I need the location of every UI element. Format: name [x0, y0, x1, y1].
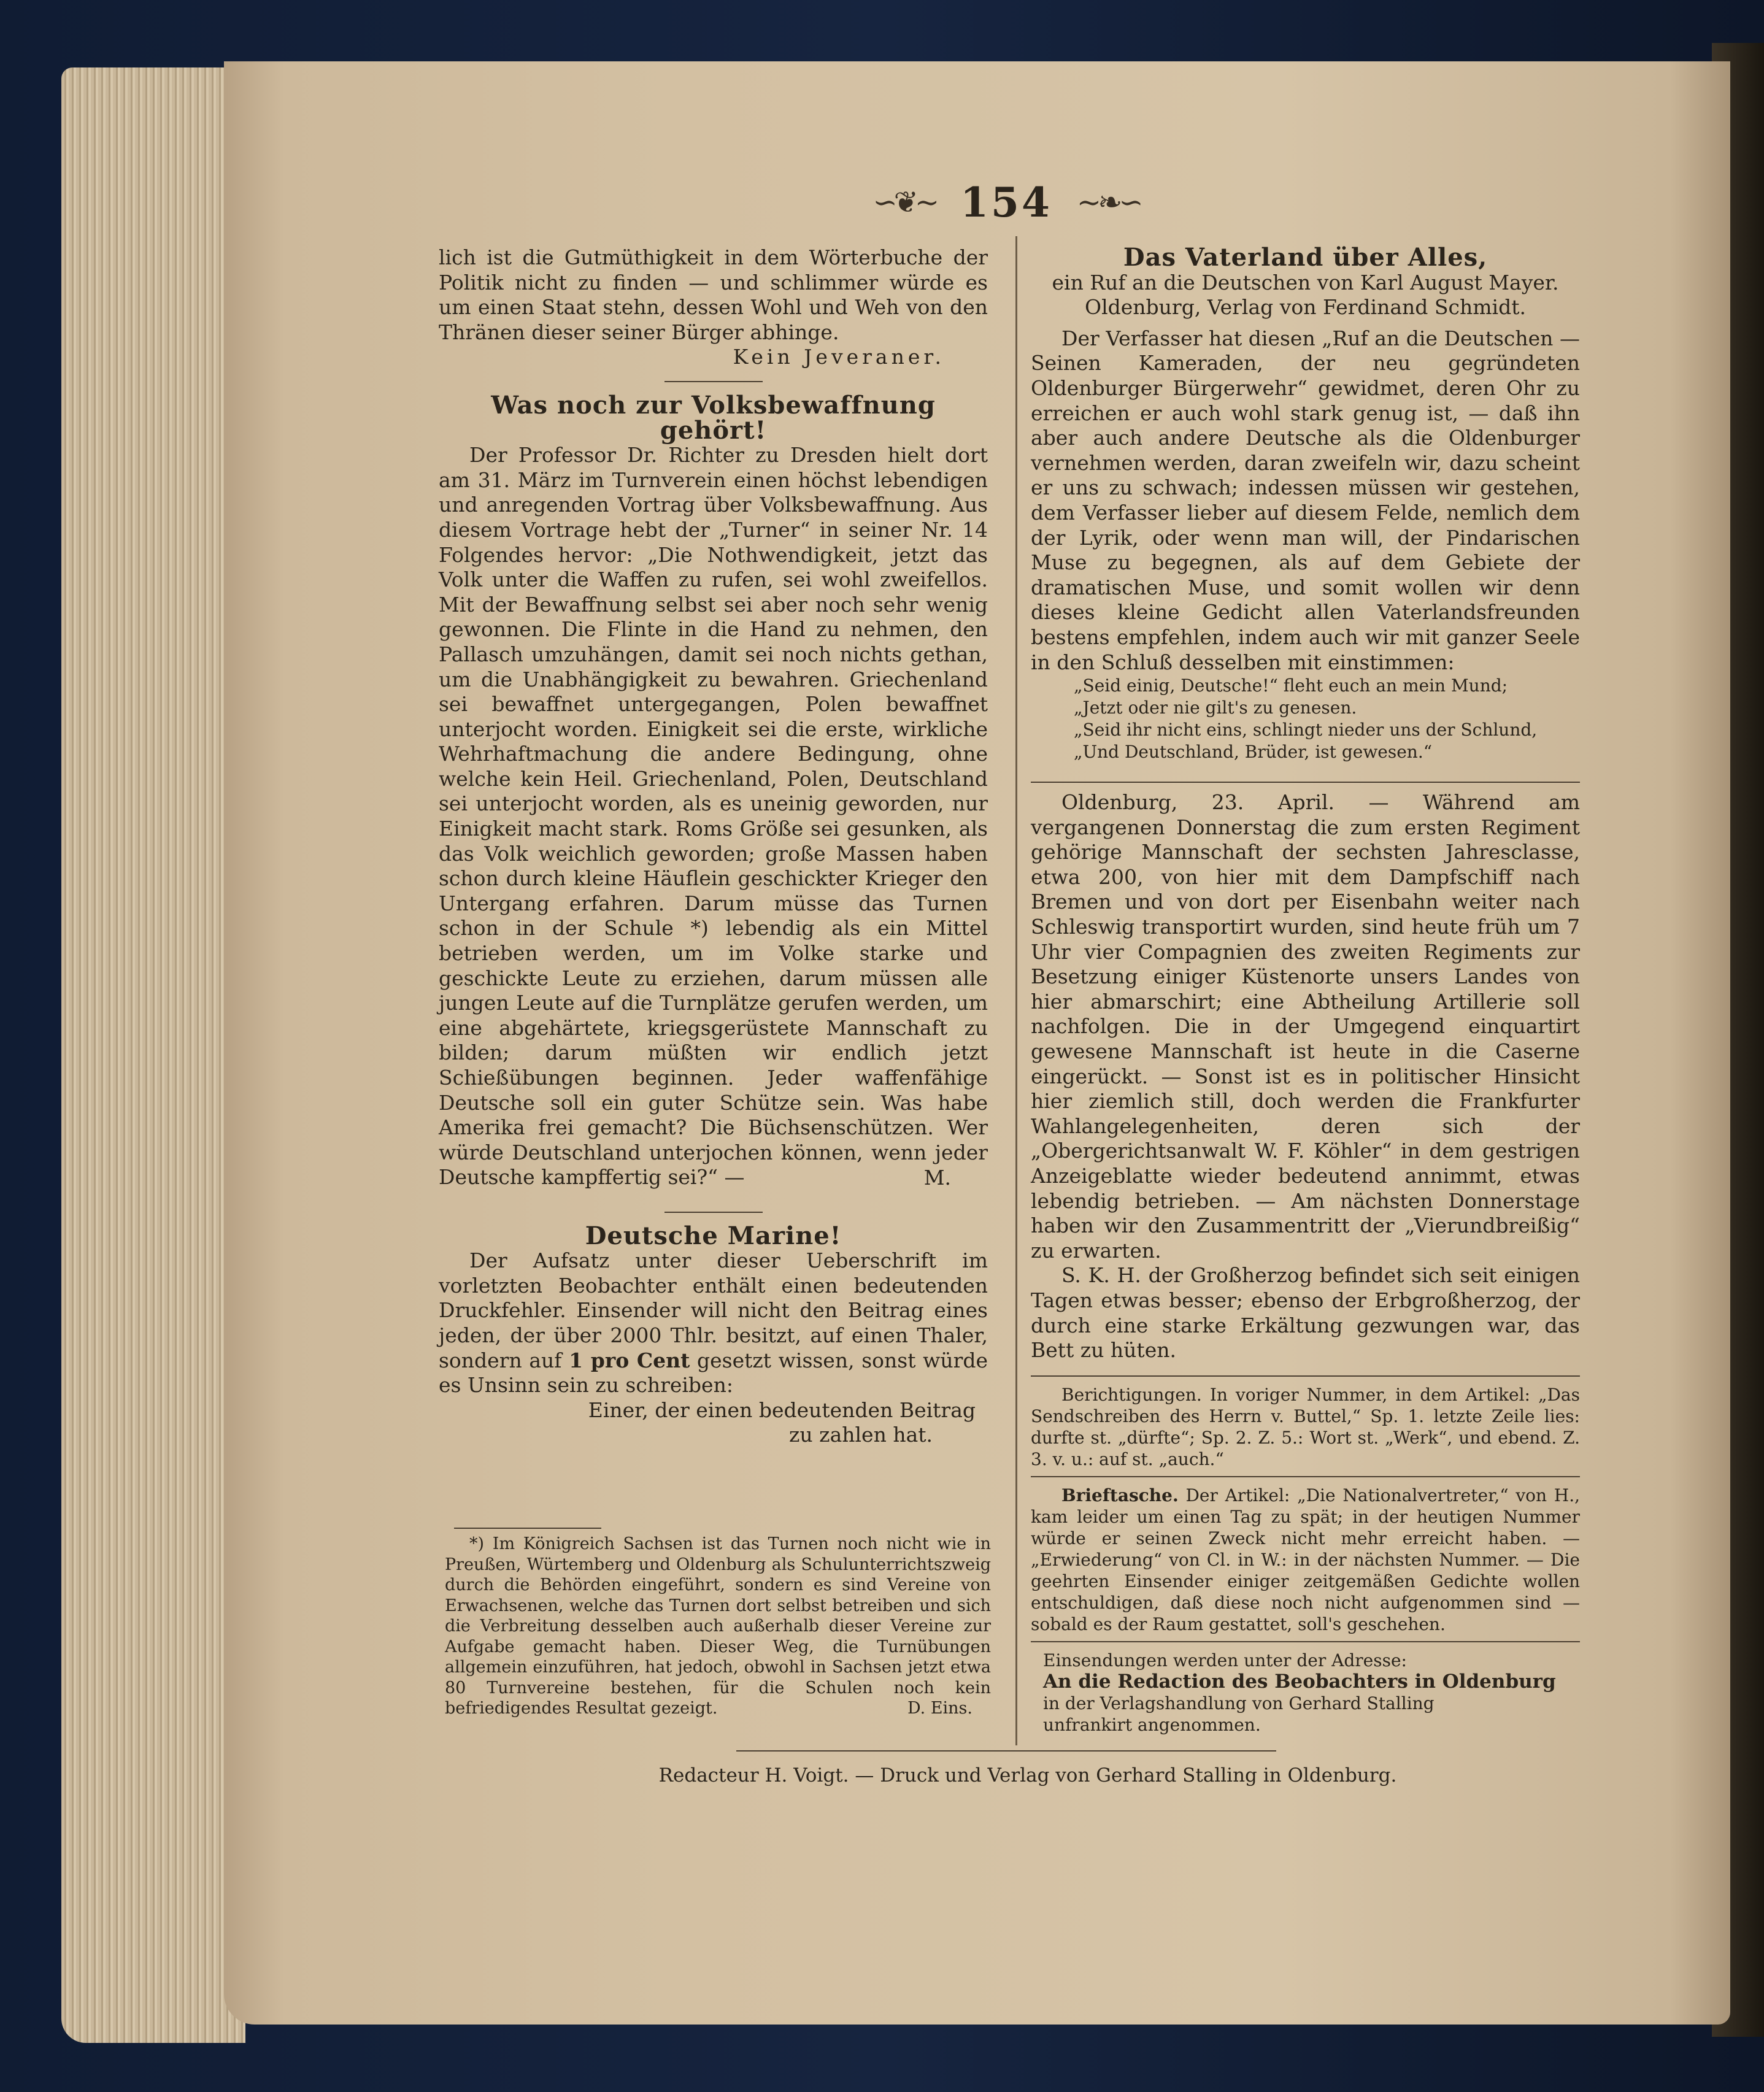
verse-line: „Jetzt oder nie gilt's zu genesen. — [1074, 698, 1357, 718]
page-edges — [61, 67, 245, 2043]
article-body-text: Der Aufsatz unter dieser Ueberschrift im vorletzten Beobachter enthält einen bedeutenden Druckfehler. Einsender will nicht den Beitrag eines jeden, der über 2000 Thlr. besitzt, auf einen Thaler, sondern auf — [439, 1248, 988, 1372]
address-line: An die Redaction des Beobachters in Oldenburg — [1043, 1670, 1556, 1693]
corrections: Berichtigungen. In voriger Nummer, in dem Artikel: „Das Sendschreiben des Herrn v. Buttel,“ Sp. 1. letzte Zeile lies: durfte st. „dürfte“; Sp. 2. Z. 5.: Wort st. „Werk“, und ebend. Z. 3. v. u.: auf st. „auch.“ — [1031, 1384, 1580, 1469]
signature: Einer, der einen bedeutenden Beitrag — [588, 1398, 976, 1422]
article-body: Der Professor Dr. Richter zu Dresden hielt dort am 31. März im Turnverein einen höchst lebendigen und anregenden Vortrag über Volksbewaffnung. Aus diesem Vortrage hebt der „Turner“ in seiner Nr. 14 Folgendes hervor: „Die Nothwendigkeit, jetzt das Volk unter die Waffen zu rufen, sei wohl zweifellos. Mit der Bewaffnung selbst sei aber noch sehr wenig gewonnen. Die Flinte in die Hand zu nehmen, den Pallasch umzuhängen, damit sei noch nichts gethan, um die Unabhängigkeit zu bewahren. Griechenland sei bewaffnet untergegangen, Polen bewaffnet unterjocht worden. Einigkeit sei die erste, wirkliche Wehrhaftmachung die andere Bedingung, ohne welche kein Heil. Griechenland, Polen, Deutschland sei unterjocht worden, als es uneinig geworden, nur Einigkeit macht stark. Roms Größe sei gesunken, als das Volk weichlich geworden; große Massen haben schon durch kleine Häuflein geschickter Krieger den Untergang erfahren. Darum müsse das Turnen schon in der Schule *) lebendig als ein Mittel betrieben werden, um im Volke starke und geschickte Leute zu erziehen, darum müssen alle jungen Leute auf die Turnplätze gerufen werden, um eine abgehärtete, kriegsgerüstete Mannschaft zu bilden; darum müßten wir endlich jetzt Schießübungen beginnen. Jeder waffenfähige Deutsche soll ein guter Schütze sein. Was habe Amerika frei gemacht? Die Büchsenschützen. Wer würde Deutschland unterjochen können, wenn jeder Deutsche kampffertig sei?“ — — [439, 443, 988, 1190]
section-rule — [1031, 1476, 1580, 1477]
address-line: unfrankirt angenommen. — [1043, 1714, 1261, 1735]
section-rule — [664, 381, 763, 382]
signature: zu zahlen hat. — [789, 1423, 933, 1447]
ornament-right-icon: ∼❧∽ — [1076, 185, 1140, 220]
verse-block — [1031, 675, 1580, 763]
column-divider — [1015, 236, 1017, 1745]
footnote-rule — [454, 1528, 601, 1529]
signature: Kein Jeveraner. — [733, 345, 945, 369]
article-title: Was noch zur Volksbewaffnung gehört! — [491, 390, 936, 445]
right-column — [1031, 245, 1580, 1736]
footnote-text: *) Im Königreich Sachsen ist das Turnen noch nicht wie in Preußen, Würtemberg und Oldenburg als Schulunterrichtszweig durch die Behörden eingeführt, sondern es sind Vereine von Erwachsenen, welche das Turnen dort selbst betreiben und sich die Verbreitung desselben auch außerhalb dieser Vereine zur Aufgabe gemacht haben. Dieser Weg, die Turnübungen allgemein einzuführen, hat jedoch, obwohl in Sachsen jetzt etwa 80 Turnvereine bestehen, für die Schulen noch kein befriedigendes Resultat gezeigt. — [445, 1534, 991, 1718]
letterbox-label: Brieftasche. — [1061, 1485, 1179, 1506]
article-title: Das Vaterland über Alles, — [1123, 243, 1488, 272]
section-rule — [1031, 1375, 1580, 1377]
article-subtitle: ein Ruf an die Deutschen von Karl August Mayer. — [1052, 270, 1559, 294]
left-column — [439, 245, 988, 1448]
verse-line: „Und Deutschland, Brüder, ist gewesen.“ — [1074, 742, 1433, 763]
page-number: 154 — [960, 179, 1052, 226]
verse-line: „Seid einig, Deutsche!“ fleht euch an mein Mund; — [1074, 675, 1508, 696]
address-line: in der Verlagshandlung von Gerhard Stalling — [1043, 1693, 1435, 1713]
article-body — [439, 1248, 988, 1398]
article-body: Der Verfasser hat diesen „Ruf an die Deutschen — Seinen Kameraden, der neu gegründeten Oldenburger Bürgerwehr“ gewidmet, deren Ohr zu erreichen er auch wohl stark genug ist, — daß ihn aber auch andere Deutsche als die Oldenburger vernehmen werden, daran zweifeln wir, dazu scheint er uns zu schwach; indessen müssen wir gestehen, dem Verfasser lieber auf diesem Felde, nemlich dem der Lyrik, oder wenn man will, der Pindarischen Muse zu begegnen, als auf dem Gebiete der dramatischen Muse, und somit wollen wir denn dieses kleine Gedicht allen Vaterlandsfreunden bestens empfehlen, indem auch wir mit ganzer Seele in den Schluß desselben mit einstimmen: — [1031, 326, 1580, 674]
section-rule — [664, 1212, 763, 1213]
article-subtitle: Oldenburg, Verlag von Ferdinand Schmidt. — [1085, 295, 1526, 320]
news-body: Oldenburg, 23. April. — Während am vergangenen Donnerstag die zum ersten Regiment gehörige Mannschaft der sechsten Jahresclasse, etwa 200, von hier mit dem Dampfschiff nach Bremen und von dort per Eisenbahn weiter nach Schleswig transportirt wurden, sind heute früh um 7 Uhr vier Compagnien des zweiten Regiments zur Besetzung einiger Küstenorte unsers Landes von hier abmarschirt; eine Abtheilung Artillerie soll nachfolgen. Die in der Umgegend einquartirt gewesene Mannschaft ist heute in die Caserne eingerückt. — Sonst ist es in politischer Hinsicht hier ziemlich still, doch werden die Frankfurter Wahlangelegenheiten, deren sich der „Obergerichtsanwalt W. F. Köhler“ in dem gestrigen Anzeigeblatte wieder bedeutend annimmt, etwas lebendig betrieben. — Am nächsten Donnerstage haben wir den Zusammentritt der „Vierundbreißig“ zu erwarten. — [1031, 790, 1580, 1263]
letterbox-text: Der Artikel: „Die Nationalvertreter,“ von H., kam leider um einen Tag zu spät; in der heutigen Nummer würde er seinen Zweck nicht mehr erreicht haben. — „Erwiederung“ von Cl. in W.: in der nächsten Nummer. — Die geehrten Einsender einiger zeitgemäßen Gedichte wollen entschuldigen, daß diese noch nicht aufgenommen sind — sobald es der Raum gestattet, soll's geschehen. — [1031, 1485, 1580, 1634]
address-intro: Einsendungen werden unter der Adresse: — [1043, 1650, 1407, 1671]
footnote-signature: D. Eins. — [907, 1698, 973, 1718]
section-rule — [1031, 782, 1580, 783]
imprint-rule — [736, 1750, 1276, 1752]
imprint: Redacteur H. Voigt. — Druck und Verlag von Gerhard Stalling in Oldenburg. — [658, 1764, 1397, 1786]
signature: M. — [923, 1165, 951, 1190]
footnote — [445, 1534, 991, 1718]
article-title: Deutsche Marine! — [585, 1221, 842, 1250]
continued-paragraph: lich ist die Gutmüthigkeit in dem Wörterbuche der Politik nicht zu finden — und schlimmer würde es um einen Staat stehn, dessen Wohl und Weh von den Thränen dieser seiner Bürger abhinge. — [439, 245, 988, 344]
section-rule — [1031, 1641, 1580, 1642]
letterbox — [1031, 1485, 1580, 1635]
article-body-text: gesetzt wissen, sonst würde es Unsinn sein zu schreiben: — [439, 1348, 988, 1398]
emphasis-text: 1 pro Cent — [569, 1348, 690, 1372]
news-body: S. K. H. der Großherzog befindet sich seit einigen Tagen etwas besser; ebenso der Erbgroßherzog, der durch eine starke Erkältung gezwungen war, das Bett zu hüten. — [1031, 1263, 1580, 1363]
page-header — [859, 175, 1154, 230]
verse-line: „Seid ihr nicht eins, schlingt nieder uns der Schlund, — [1074, 720, 1538, 740]
ornament-left-icon: ∽❦∼ — [872, 185, 936, 220]
